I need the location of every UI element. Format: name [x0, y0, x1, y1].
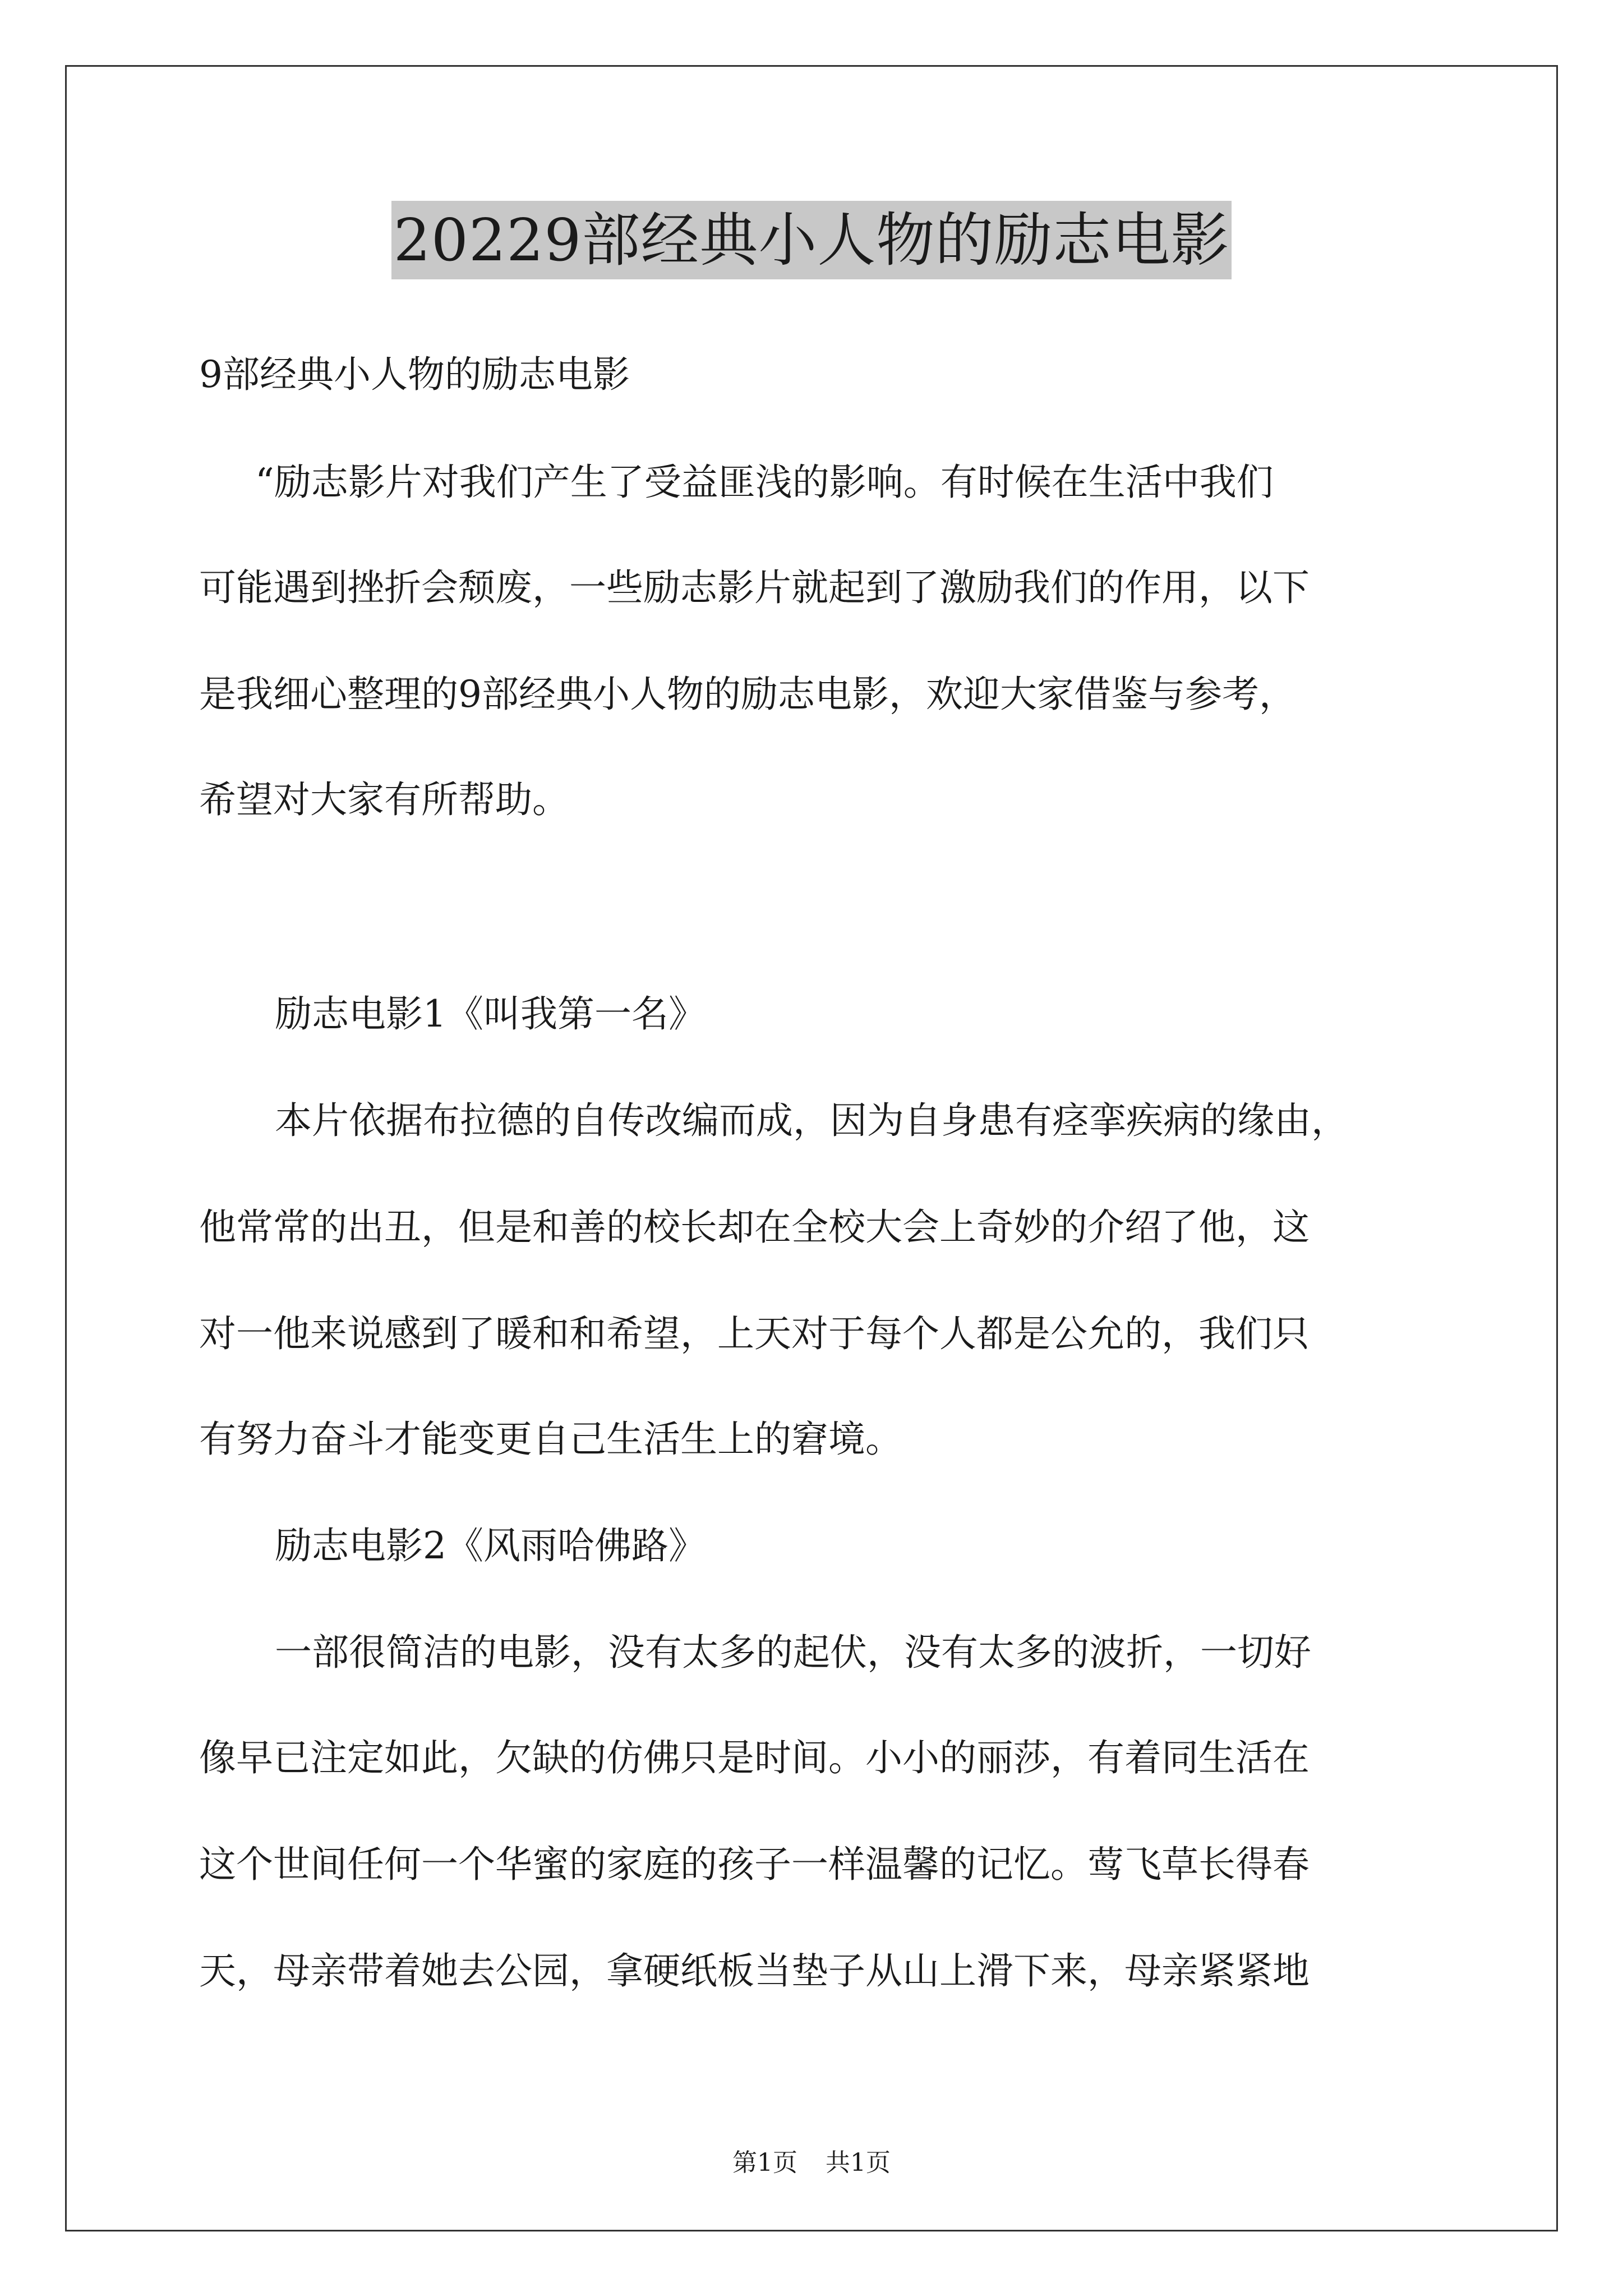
- section-heading: 励志电影2《风雨哈佛路》: [275, 1524, 706, 1567]
- paragraph-line: 像早已注定如此，欠缺的仿佛只是时间。小小的丽莎，有着同生活在: [199, 1736, 1310, 1779]
- page-total: 共1页: [826, 2148, 891, 2177]
- paragraph-line: 天，母亲带着她去公园，拿硬纸板当垫子从山上滑下来，母亲紧紧地: [199, 1949, 1310, 1993]
- paragraph-line: 他常常的出丑，但是和善的校长却在全校大会上奇妙的介绍了他，这: [199, 1205, 1310, 1249]
- paragraph-line: 一部很简洁的电影，没有太多的起伏，没有太多的波折，一切好: [275, 1631, 1311, 1674]
- page-footer: [0, 2146, 1623, 2180]
- page-number: 第1页: [732, 2148, 797, 2177]
- paragraph-line: “励志影片对我们产生了受益匪浅的影响。有时候在生活中我们: [255, 461, 1274, 504]
- paragraph-line: 希望对大家有所帮助。: [199, 778, 569, 821]
- title-container: [0, 201, 1623, 279]
- paragraph-line: 本片依据布拉德的自传改编而成，因为自身患有痉挛疾病的缘由，: [275, 1099, 1348, 1142]
- paragraph-line: 有努力奋斗才能变更自己生活生上的窘境。: [199, 1418, 902, 1461]
- document-title: 20229部经典小人物的励志电影: [391, 201, 1232, 279]
- document-subtitle: 9部经典小人物的励志电影: [199, 353, 630, 396]
- section-heading: 励志电影1《叫我第一名》: [275, 992, 706, 1036]
- paragraph-line: 对一他来说感到了暖和和希望，上天对于每个人都是公允的，我们只: [199, 1312, 1310, 1355]
- paragraph-line: 可能遇到挫折会颓废，一些励志影片就起到了激励我们的作用，以下: [199, 566, 1310, 609]
- paragraph-line: 这个世间任何一个华蜜的家庭的孩子一样温馨的记忆。莺飞草长得春: [199, 1843, 1310, 1886]
- paragraph-line: 是我细心整理的9部经典小人物的励志电影，欢迎大家借鉴与参考，: [199, 673, 1296, 716]
